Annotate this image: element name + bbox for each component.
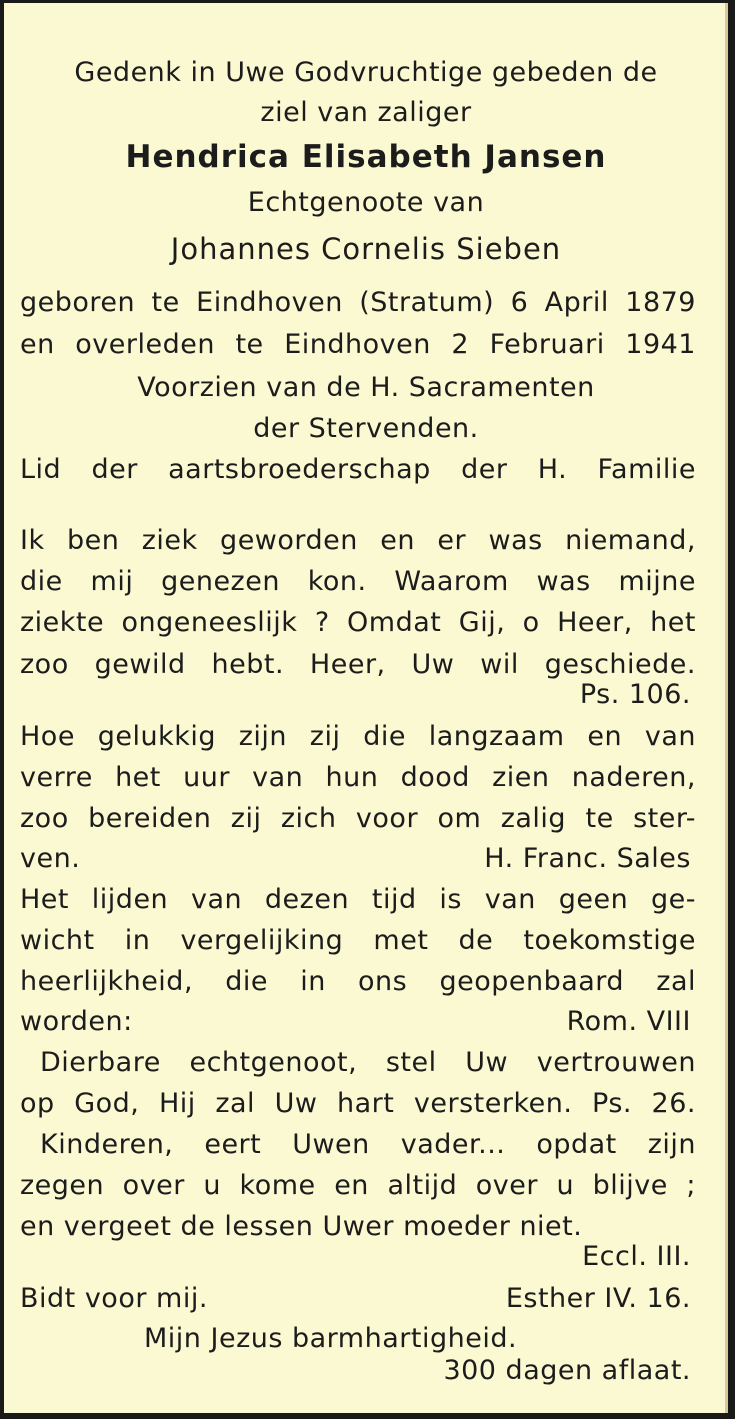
- verse-line: Hoe gelukkig zijn zij die langzaam en van: [20, 721, 696, 752]
- intro-line: Gedenk in Uwe Godvruchtige gebeden de: [74, 57, 658, 88]
- deceased-name: Hendrica Elisabeth Jansen: [125, 139, 607, 175]
- verse-line: Ik ben ziek geworden en er was niemand,: [20, 525, 696, 556]
- membership-line: Lid der aartsbroederschap der H. Familie: [20, 454, 696, 485]
- verse-line: verre het uur van hun dood zien naderen,: [20, 762, 696, 793]
- sacraments-line-2: der Stervenden.: [253, 413, 479, 444]
- intro-line-2: ziel van zaliger: [260, 97, 472, 128]
- verse-reference: Ps. 106.: [579, 679, 691, 710]
- verse-reference: Rom. VIII: [566, 1006, 691, 1037]
- memorial-card: [4, 3, 728, 1413]
- verse-line: op God, Hij zal Uw hart versterken. Ps. 26.: [20, 1088, 696, 1119]
- verse-line: heerlijkheid, die in ons geopenbaard zal: [20, 966, 696, 997]
- verse-line: Kinderen, eert Uwen vader... opdat zijn: [40, 1129, 696, 1160]
- death-line: en overleden te Eindhoven 2 Februari 1941: [20, 329, 696, 360]
- verse-reference: Esther IV. 16.: [505, 1283, 691, 1314]
- prayer-request: Bidt voor mij.: [20, 1283, 208, 1314]
- verse-line: worden:: [20, 1006, 133, 1037]
- verse-reference: Eccl. III.: [582, 1241, 691, 1272]
- birth-line: geboren te Eindhoven (Stratum) 6 April 1879: [20, 287, 696, 318]
- sacraments-line: Voorzien van de H. Sacramenten: [137, 372, 595, 403]
- verse-line: die mij genezen kon. Waarom was mijne: [20, 566, 696, 597]
- verse-line: zegen over u kome en altijd over u blijve ;: [20, 1170, 696, 1201]
- indulgence-note: 300 dagen aflaat.: [443, 1355, 691, 1386]
- verse-line: ven.: [20, 843, 81, 874]
- verse-line: zoo bereiden zij zich voor om zalig te ster-: [20, 803, 696, 834]
- spouse-name: Johannes Cornelis Sieben: [170, 232, 562, 266]
- verse-line: wicht in vergelijking met de toekomstige: [20, 925, 696, 956]
- verse-reference: H. Franc. Sales: [484, 843, 691, 874]
- verse-line: Dierbare echtgenoot, stel Uw vertrouwen: [40, 1047, 696, 1078]
- verse-line: zoo gewild hebt. Heer, Uw wil geschiede.: [20, 649, 696, 680]
- verse-line: ziekte ongeneeslijk ? Omdat Gij, o Heer, het: [20, 607, 696, 638]
- ejaculatory-prayer: Mijn Jezus barmhartigheid.: [144, 1323, 518, 1354]
- verse-line: en vergeet de lessen Uwer moeder niet.: [20, 1211, 583, 1242]
- verse-line: Het lijden van dezen tijd is van geen ge-: [20, 884, 696, 915]
- spouse-label: Echtgenoote van: [247, 187, 485, 218]
